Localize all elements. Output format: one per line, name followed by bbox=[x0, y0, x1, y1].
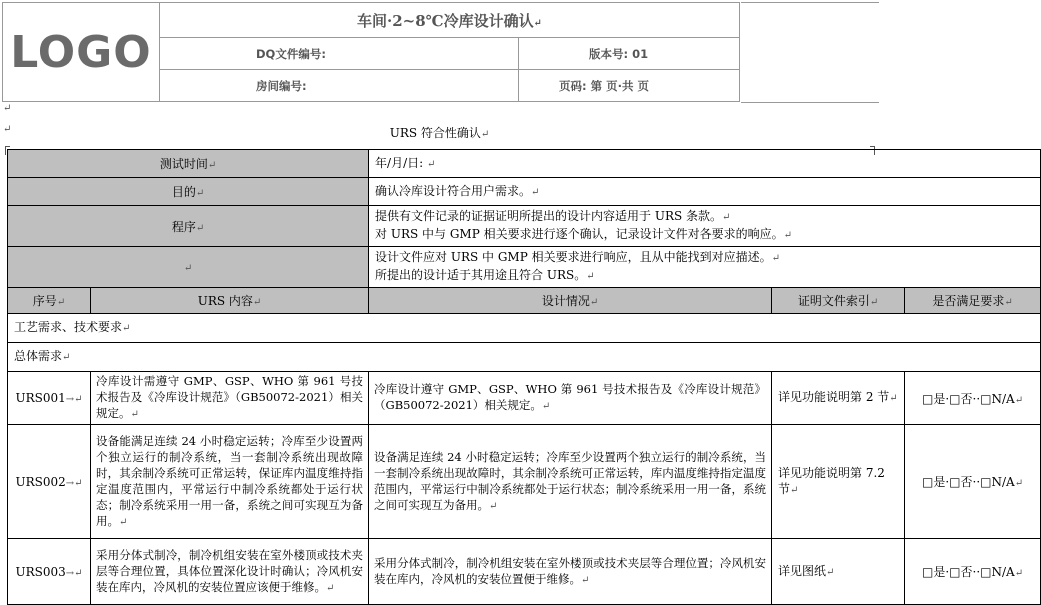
logo bbox=[3, 3, 160, 102]
row-check-text[interactable]: □是·□否··□N/A bbox=[922, 475, 1015, 489]
title-text: 车间·2~8℃冷库设计确认 bbox=[356, 11, 534, 30]
row-ref-text: 详见图纸 bbox=[778, 563, 827, 578]
table-row bbox=[8, 539, 1041, 605]
criteria-line-2: 所提出的设计适于其用途且符合 URS。 bbox=[375, 268, 587, 282]
dq-number-field bbox=[160, 38, 519, 70]
row-ref: 详见功能说明第 7.2 节↵ bbox=[772, 425, 905, 539]
col-header-urs-text: URS 内容 bbox=[197, 294, 253, 308]
document-title: 车间·2~8℃冷库设计确认↵ bbox=[160, 3, 740, 38]
group-general: 总体需求↵ bbox=[8, 343, 1041, 372]
col-header-no-text: 序号 bbox=[32, 294, 57, 308]
col-header-no: 序号↵ bbox=[8, 288, 91, 314]
purpose-value: 确认冷库设计符合用户需求。↵ bbox=[369, 178, 1041, 206]
criteria-label: ↵ bbox=[8, 247, 369, 288]
row-design-text: 冷库设计遵守 GMP、GSP、WHO 第 961 号技术报告及《冷库设计规范》（GB50072-2021）相关规定。 bbox=[374, 382, 767, 412]
group-process: 工艺需求、技术要求↵ bbox=[8, 314, 1041, 343]
col-header-urs: URS 内容↵ bbox=[91, 288, 369, 314]
section-title: URS 符合性确认↵ bbox=[389, 126, 490, 140]
row-check-text[interactable]: □是·□否··□N/A bbox=[922, 391, 1015, 406]
group-row-general bbox=[8, 343, 1041, 372]
row-check[interactable]: □是·□否··□N/A↵ bbox=[905, 539, 1041, 605]
version-label: 版本号: 01 bbox=[589, 46, 649, 61]
row-urs-content: 采用分体式制冷，制冷机组安装在室外楼顶或技术夹层等合理位置，具体位置深化设计时确认；冷风机安装在库内，冷风机的安装位置应该便于维修。↵ bbox=[91, 539, 369, 605]
page-number-field bbox=[519, 70, 740, 102]
criteria-row bbox=[8, 247, 1041, 288]
row-urs-content: 冷库设计需遵守 GMP、GSP、WHO 第 961 号技术报告及《冷库设计规范》（GB50072-2021）相关规定。↵ bbox=[91, 372, 369, 425]
column-header-row bbox=[8, 288, 1041, 314]
row-urs-text: 冷库设计需遵守 GMP、GSP、WHO 第 961 号技术报告及《冷库设计规范》（GB50072-2021）相关规定。 bbox=[96, 374, 364, 420]
criteria-line-1: 设计文件应对 URS 中 GMP 相关要求进行响应，且从中能找到对应描述。 bbox=[375, 250, 772, 264]
row-check[interactable]: □是·□否··□N/A↵ bbox=[905, 372, 1041, 425]
procedure-line-1: 提供有文件记录的证据证明所提出的设计内容适用于 URS 条款。 bbox=[375, 209, 723, 223]
test-time-label-text: 测试时间 bbox=[159, 157, 208, 171]
row-design: 设备满足连续 24 小时稳定运转；冷库至少设置两个独立运行的制冷系统，当一套制冷系统出现故障时，其余制冷系统可正常运转，库内温度维持指定温度范围内，平常运行中制冷系统都处于运行状态；制冷系统采用一用一备，系统之间可实现互为备用。↵ bbox=[369, 425, 772, 539]
col-header-ref: 证明文件索引↵ bbox=[772, 288, 905, 314]
criteria-value: 设计文件应对 URS 中 GMP 相关要求进行响应，且从中能找到对应描述。↵ 所提出的设计适于其用途且符合 URS。↵ bbox=[369, 247, 1041, 288]
row-urs-text: 采用分体式制冷，制冷机组安装在室外楼顶或技术夹层等合理位置，具体位置深化设计时确认；冷风机安装在库内，冷风机的安装位置应该便于维修。 bbox=[96, 547, 364, 594]
header-extension bbox=[741, 2, 879, 103]
test-time-row bbox=[8, 150, 1041, 178]
procedure-line-2: 对 URS 中与 GMP 相关要求进行逐个确认，记录设计文件对各要求的响应。 bbox=[375, 227, 784, 241]
version-field bbox=[519, 38, 740, 70]
purpose-value-text: 确认冷库设计符合用户需求。 bbox=[375, 183, 532, 198]
row-id-text: URS001 bbox=[15, 391, 66, 405]
col-header-check: 是否满足要求↵ bbox=[905, 288, 1041, 314]
section-title-text: URS 符合性确认 bbox=[389, 126, 481, 140]
procedure-label-text: 程序 bbox=[171, 219, 196, 234]
row-urs-text: 设备能满足连续 24 小时稳定运转；冷库至少设置两个独立运行的制冷系统，当一套制冷系统出现故障时，其余制冷系统可正常运转，保证库内温度维持指定温度范围内，平常运行中制冷系统都处于运行状态；制冷系统采用一用一备，系统之间可实现互为备用。 bbox=[96, 433, 364, 528]
group-row-process bbox=[8, 314, 1041, 343]
row-design: 采用分体式制冷，制冷机组安装在室外楼顶或技术夹层等合理位置；冷风机安装在库内，冷风机的安装位置便于维修。↵ bbox=[369, 539, 772, 605]
document-header bbox=[2, 2, 740, 102]
row-id: URS003→↵ bbox=[8, 539, 91, 605]
purpose-label-text: 目的 bbox=[171, 185, 196, 199]
dq-number-label: DQ文件编号: bbox=[256, 46, 326, 61]
row-id: URS001→↵ bbox=[8, 372, 91, 425]
row-ref: 详见图纸↵ bbox=[772, 539, 905, 605]
row-ref-text: 详见功能说明第 2 节 bbox=[778, 390, 890, 404]
row-check-text[interactable]: □是·□否··□N/A bbox=[922, 565, 1015, 579]
test-time-label: 测试时间↵ bbox=[8, 150, 369, 178]
procedure-row bbox=[8, 206, 1041, 247]
col-header-design: 设计情况↵ bbox=[369, 288, 772, 314]
page-number-label: 页码: 第 页·共 页 bbox=[559, 78, 649, 93]
table-row bbox=[8, 425, 1041, 539]
urs-table bbox=[7, 149, 1041, 605]
row-id-text: URS002 bbox=[15, 474, 66, 489]
col-header-design-text: 设计情况 bbox=[541, 294, 590, 308]
logo-text: LOGO bbox=[10, 26, 152, 78]
group-process-text: 工艺需求、技术要求 bbox=[14, 320, 123, 334]
paragraph-mark: ↵ bbox=[3, 124, 12, 135]
col-header-check-text: 是否满足要求 bbox=[932, 294, 1005, 308]
room-number-label: 房间编号: bbox=[256, 78, 307, 93]
table-row bbox=[8, 372, 1041, 425]
purpose-row bbox=[8, 178, 1041, 206]
procedure-label: 程序↵ bbox=[8, 206, 369, 247]
row-urs-content: 设备能满足连续 24 小时稳定运转；冷库至少设置两个独立运行的制冷系统，当一套制冷系统出现故障时，其余制冷系统可正常运转，保证库内温度维持指定温度范围内，平常运行中制冷系统都处于运行状态；制冷系统采用一用一备，系统之间可实现互为备用。↵ bbox=[91, 425, 369, 539]
room-number-field bbox=[160, 70, 519, 102]
procedure-value: 提供有文件记录的证据证明所提出的设计内容适用于 URS 条款。↵ 对 URS 中与 GMP 相关要求进行逐个确认，记录设计文件对各要求的响应。↵ bbox=[369, 206, 1041, 247]
row-design-text: 设备满足连续 24 小时稳定运转；冷库至少设置两个独立运行的制冷系统，当一套制冷系统出现故障时，其余制冷系统可正常运转，库内温度维持指定温度范围内，平常运行中制冷系统都处于运行状态；制冷系统采用一用一备，系统之间可实现互为备用。 bbox=[374, 449, 767, 512]
row-check[interactable]: □是·□否··□N/A↵ bbox=[905, 425, 1041, 539]
row-ref-text: 详见功能说明第 7.2 节 bbox=[778, 465, 885, 496]
row-design: 冷库设计遵守 GMP、GSP、WHO 第 961 号技术报告及《冷库设计规范》（GB50072-2021）相关规定。↵ bbox=[369, 372, 772, 425]
paragraph-mark: ↵ bbox=[3, 103, 12, 114]
col-header-ref-text: 证明文件索引 bbox=[797, 294, 870, 308]
test-time-value[interactable]: 年/月/日: ↵ bbox=[369, 150, 1041, 178]
purpose-label: 目的↵ bbox=[8, 178, 369, 206]
test-time-value-text: 年/月/日: bbox=[375, 155, 427, 170]
group-general-text: 总体需求 bbox=[14, 349, 63, 363]
row-design-text: 采用分体式制冷，制冷机组安装在室外楼顶或技术夹层等合理位置；冷风机安装在库内，冷风机的安装位置便于维修。 bbox=[374, 555, 767, 586]
row-ref: 详见功能说明第 2 节↵ bbox=[772, 372, 905, 425]
row-id: URS002→↵ bbox=[8, 425, 91, 539]
row-id-text: URS003 bbox=[15, 564, 66, 579]
